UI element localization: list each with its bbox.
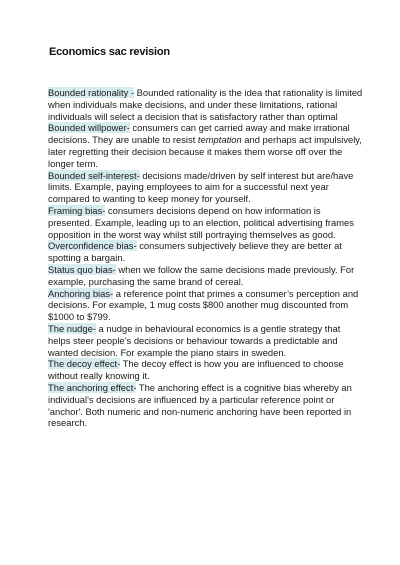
term-definition: decisions made/driven by self interest but are/have limits. Example, paying employees to aim for a successful next year compared to wanting to keep money for yourself. bbox=[48, 169, 354, 205]
term-definition: consumers subjectively believe they are better at spotting a bargain. bbox=[48, 240, 342, 264]
term-label: Framing bias- bbox=[48, 204, 106, 216]
term-label: The anchoring effect- bbox=[48, 381, 137, 393]
entry-bounded-willpower bbox=[48, 122, 363, 169]
term-label: The nudge- bbox=[48, 322, 96, 334]
definition-part: consumers can get carried away and make irrational decisions. They are unable to resist bbox=[48, 122, 350, 146]
term-definition: when we follow the same decisions made previously. For example, purchasing the same brand of cereal. bbox=[48, 263, 355, 287]
term-label: Anchoring bias- bbox=[48, 287, 114, 299]
term-definition: Bounded rationality is the idea that rationality is limited when individuals make decisions, and under these limitations, rational individuals will select a decision that is satisfactory rather than optimal bbox=[48, 87, 363, 122]
entry-anchoring-effect bbox=[48, 382, 363, 429]
term-label: Bounded willpower- bbox=[48, 122, 130, 134]
entry-anchoring-bias bbox=[48, 288, 363, 323]
term-label: The decoy effect- bbox=[48, 358, 121, 370]
entry-the-nudge bbox=[48, 323, 363, 358]
entry-status-quo-bias bbox=[48, 264, 363, 288]
term-label: Status quo bias- bbox=[48, 263, 116, 275]
entry-bounded-rationality bbox=[48, 87, 363, 122]
entry-overconfidence-bias bbox=[48, 240, 363, 264]
entry-bounded-self-interest bbox=[48, 170, 363, 205]
term-definition: a reference point that primes a consumer’s perception and decisions. For example, 1 mug costs $800 another mug discounted from $1000 to $799. bbox=[48, 287, 359, 323]
term-label: Bounded rationality - bbox=[48, 87, 134, 98]
entry-decoy-effect bbox=[48, 358, 363, 382]
emphasis-text: temptation bbox=[197, 134, 242, 146]
term-definition: a nudge in behavioural economics is a gentle strategy that helps steer people’s decisions or behaviour towards a predictable and wanted decision. For example the piano stairs in sweden. bbox=[48, 322, 341, 358]
revision-notes bbox=[48, 87, 363, 429]
definition-part: and perhaps act impulsively, later regretting their decision because it makes them worse off over the longer term. bbox=[48, 134, 362, 169]
entry-framing-bias bbox=[48, 205, 363, 240]
term-definition: The decoy effect is how you are influenced to choose without really knowing it. bbox=[48, 358, 344, 382]
term-definition: consumers decisions depend on how information is presented. Example, leading up to an election, political advertising frames opposition in the worst way whilst still portraying themselves as good. bbox=[48, 204, 354, 240]
term-label: Overconfidence bias- bbox=[48, 240, 137, 252]
page-title: Economics sac revision bbox=[49, 46, 170, 58]
term-definition: The anchoring effect is a cognitive bias whereby an individual's decisions are influenced by a particular reference point or 'anchor'. Both numeric and non-numeric anchoring have been reported in research. bbox=[48, 381, 352, 429]
term-label: Bounded self-interest- bbox=[48, 169, 140, 181]
